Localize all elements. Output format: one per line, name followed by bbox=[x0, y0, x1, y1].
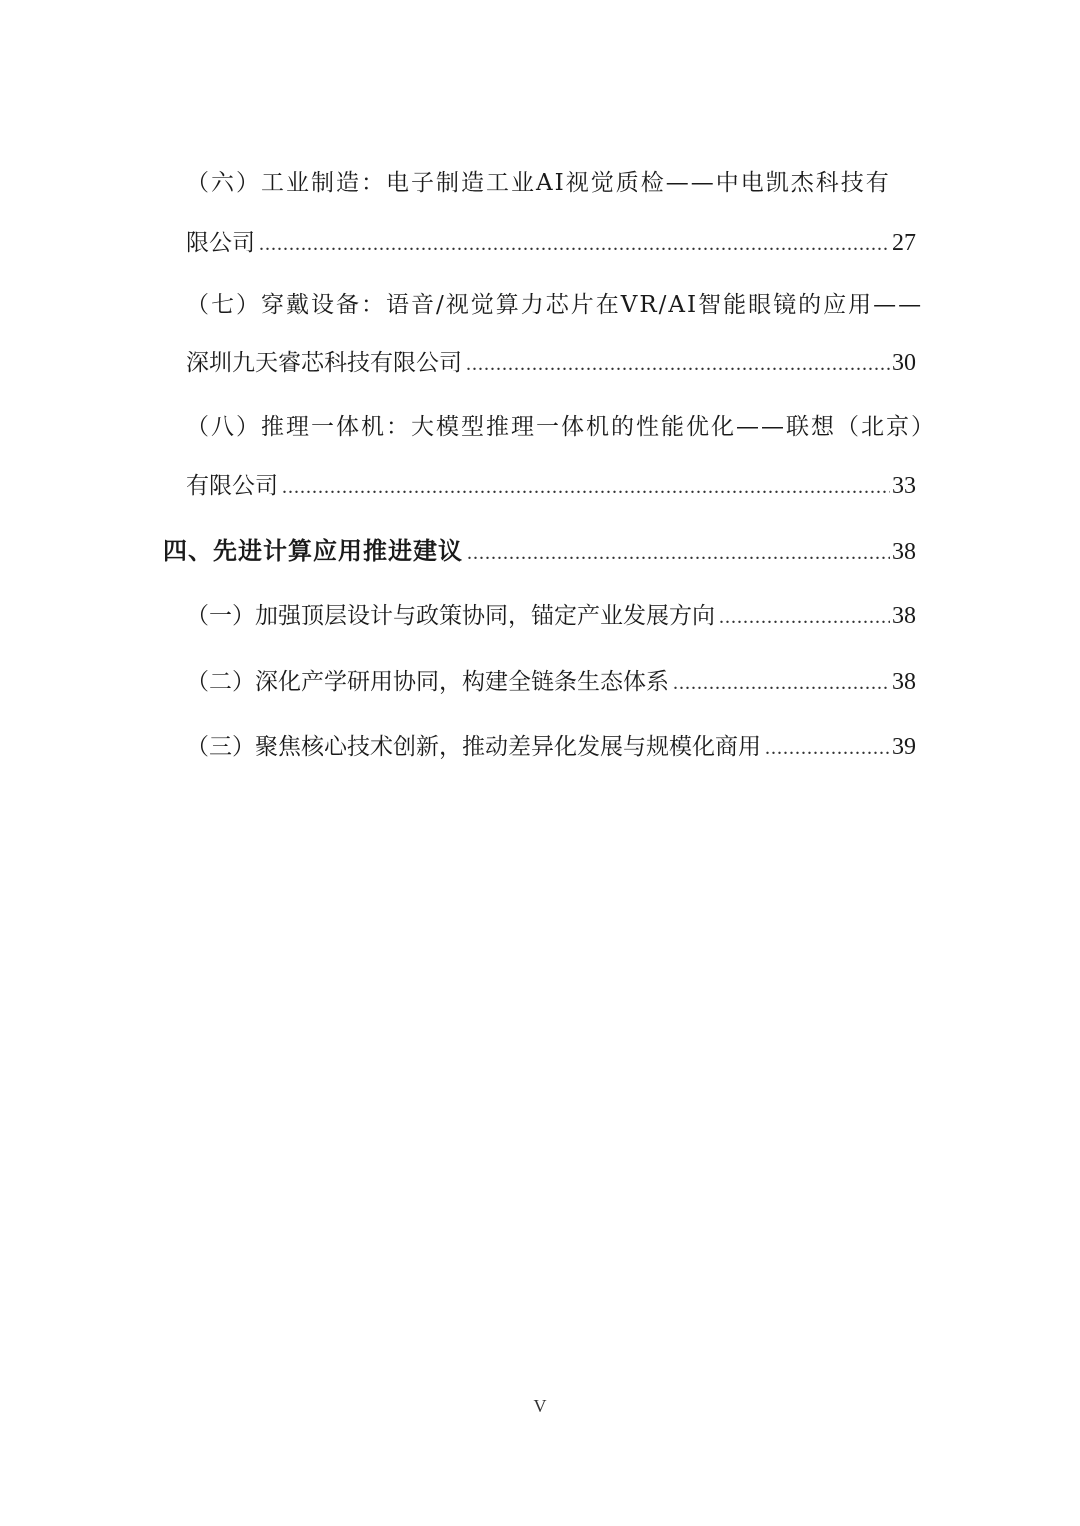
toc-entry-8-text: （八）推理一体机：大模型推理一体机的性能优化——联想（北京） bbox=[186, 414, 936, 440]
toc-entry-7-title[interactable] bbox=[186, 290, 924, 320]
toc-entry-4-3[interactable] bbox=[186, 732, 916, 763]
toc-entry-4-1-text: （一）加强顶层设计与政策协同，锚定产业发展方向 bbox=[186, 603, 715, 629]
toc-entry-4-1[interactable] bbox=[186, 601, 916, 632]
toc-section-4-page: 38 bbox=[892, 539, 916, 565]
toc-entry-6-page: 27 bbox=[892, 230, 916, 256]
toc-entry-8-continuation[interactable] bbox=[186, 471, 916, 502]
toc-entry-4-3-text: （三）聚焦核心技术创新，推动差异化发展与规模化商用 bbox=[186, 734, 761, 760]
toc-entry-4-3-page: 39 bbox=[892, 734, 916, 760]
dot-leader bbox=[765, 733, 890, 763]
toc-entry-4-1-page: 38 bbox=[892, 603, 916, 629]
toc-entry-8-page: 33 bbox=[892, 473, 916, 499]
toc-entry-7-page: 30 bbox=[892, 350, 916, 376]
dot-leader bbox=[719, 602, 890, 632]
dot-leader bbox=[466, 349, 890, 379]
footer-page-number: V bbox=[533, 1396, 547, 1416]
toc-entry-4-2[interactable] bbox=[186, 667, 916, 698]
toc-entry-7-text-cont: 深圳九天睿芯科技有限公司 bbox=[186, 350, 462, 376]
toc-section-4-text: 四、先进计算应用推进建议 bbox=[163, 536, 463, 565]
toc-entry-6-text-cont: 限公司 bbox=[186, 230, 255, 256]
toc-entry-7-continuation[interactable] bbox=[186, 348, 916, 379]
toc-entry-4-2-page: 38 bbox=[892, 669, 916, 695]
toc-entry-7-text: （七）穿戴设备：语音/视觉算力芯片在VR/AI智能眼镜的应用—— bbox=[186, 292, 924, 318]
toc-section-4[interactable] bbox=[163, 536, 916, 568]
toc-entry-8-title[interactable] bbox=[186, 412, 936, 442]
toc-entry-6-text: （六）工业制造：电子制造工业AI视觉质检——中电凯杰科技有 bbox=[186, 170, 891, 196]
toc-entry-4-2-text: （二）深化产学研用协同，构建全链条生态体系 bbox=[186, 669, 669, 695]
dot-leader bbox=[259, 229, 890, 259]
dot-leader bbox=[467, 538, 890, 568]
dot-leader bbox=[673, 668, 890, 698]
dot-leader bbox=[282, 472, 890, 502]
toc-entry-6-continuation[interactable] bbox=[186, 228, 916, 259]
toc-entry-8-text-cont: 有限公司 bbox=[186, 473, 278, 499]
toc-entry-6-title[interactable] bbox=[186, 168, 916, 198]
